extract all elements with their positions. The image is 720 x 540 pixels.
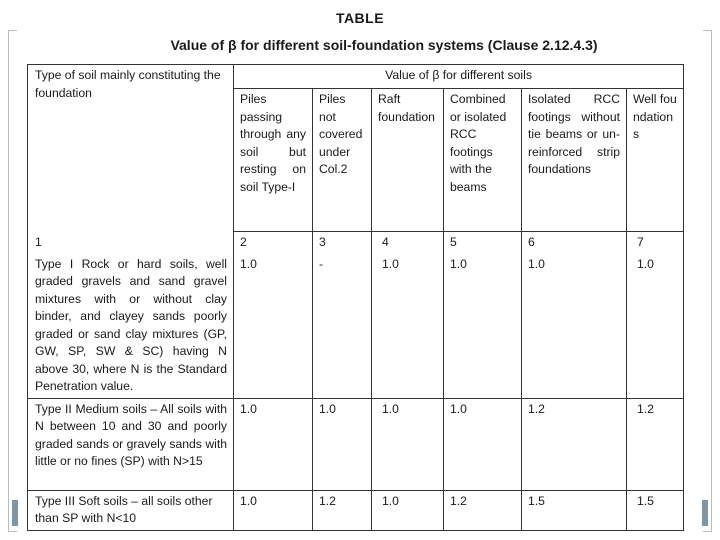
col-number-3: 3 (313, 232, 372, 254)
col-number-1: 1 (28, 232, 234, 254)
row1-col7-value: 1.0 (627, 254, 684, 399)
header-col-6: Isolated RCC footings without tie beams or un-reinforced strip foundations (522, 89, 627, 232)
table-title: TABLE (335, 10, 385, 26)
header-col-4: Raft foundation (372, 89, 444, 232)
row3-col6-value: 1.5 (522, 490, 627, 530)
slide-accent-left (12, 500, 18, 526)
row1-col6-value: 1.0 (522, 254, 627, 399)
row1-col4-value: 1.0 (372, 254, 444, 399)
col-number-2: 2 (234, 232, 313, 254)
row3-col4-value: 1.0 (372, 490, 444, 530)
header-col-2-text: Piles passing through any soil but resting on soil Type-I (240, 92, 306, 194)
row2-col2-value: 1.0 (234, 398, 313, 490)
row1-col3-value: - (313, 254, 372, 399)
row3-col3-value: 1.2 (313, 490, 372, 530)
header-col-7: Well foundations (627, 89, 684, 232)
slide-frame-right (703, 30, 712, 532)
row2-col3-value: 1.0 (313, 398, 372, 490)
row2-col4-value: 1.0 (372, 398, 444, 490)
slide-frame-left (8, 30, 17, 532)
col-number-5: 5 (444, 232, 522, 254)
row2-col7-value: 1.2 (627, 398, 684, 490)
col-number-4: 4 (372, 232, 444, 254)
header-beta-group: Value of β for different soils (234, 65, 684, 89)
row2-col6-value: 1.2 (522, 398, 627, 490)
slide-accent-right (702, 500, 708, 526)
soil-type-1: Type I Rock or hard soils, well graded gravels and sand gravel mixtures with or without clay binder, and clayey sands poorly graded or sand clay mixtures (GP, GW, SP, SW & SC) having N above 30, where N is the Standard Penetration value. (28, 254, 234, 399)
row3-col5-value: 1.2 (444, 490, 522, 530)
row3-col2-value: 1.0 (234, 490, 313, 530)
col-number-7: 7 (627, 232, 684, 254)
soil-type-3: Type III Soft soils – all soils other than SP with N<10 (28, 490, 234, 530)
row1-col5-value: 1.0 (444, 254, 522, 399)
table-row (28, 490, 684, 530)
row3-col7-value: 1.5 (627, 490, 684, 530)
table-row (28, 254, 684, 399)
table-row (28, 398, 684, 490)
beta-value-table (27, 64, 684, 531)
header-soil-type: Type of soil mainly constituting the foundation (28, 65, 234, 232)
header-col-5: Combined or isolated RCC footings with the beams (444, 89, 522, 232)
header-col-2 (234, 89, 313, 232)
header-col-3: Piles not covered under Col.2 (313, 89, 372, 232)
row2-col5-value: 1.0 (444, 398, 522, 490)
row1-col2-value: 1.0 (234, 254, 313, 399)
col-number-6: 6 (522, 232, 627, 254)
table-subtitle: Value of β for different soil-foundation systems (Clause 2.12.4.3) (170, 37, 598, 53)
soil-type-2: Type II Medium soils – All soils with N between 10 and 30 and poorly graded sands or gravely sands with little or no fines (SP) with N>15 (28, 398, 234, 490)
